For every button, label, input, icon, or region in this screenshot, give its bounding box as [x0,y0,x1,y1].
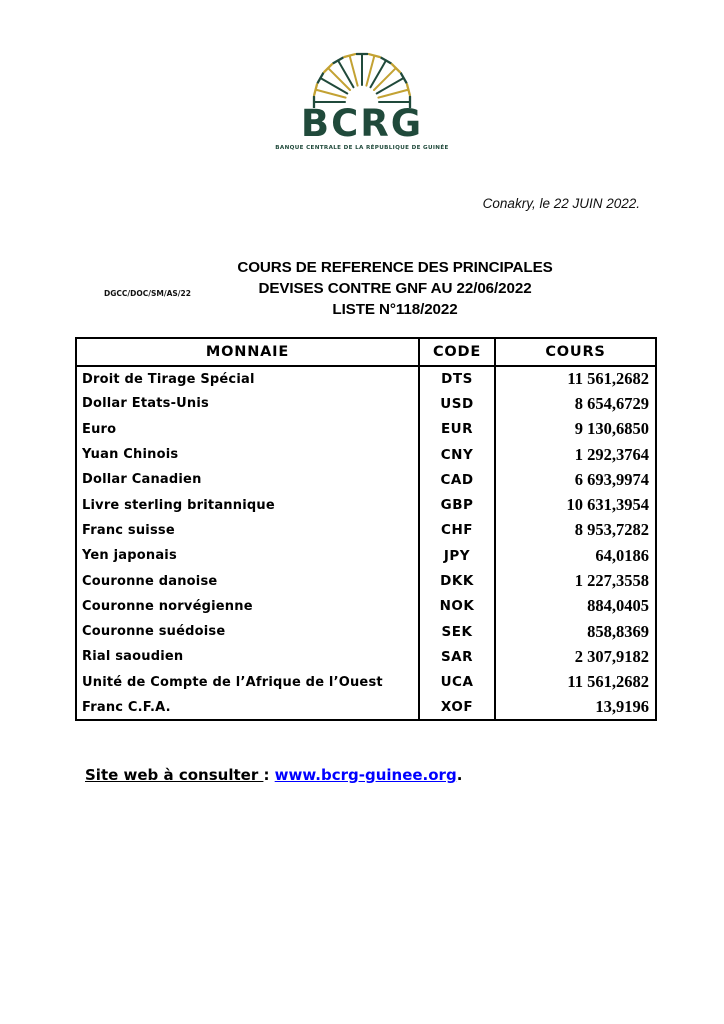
currency-name: Droit de Tirage Spécial [76,366,419,391]
currency-code: USD [419,391,495,416]
table-row [76,391,656,416]
currency-rate: 64,0186 [595,545,649,565]
website-colon: : [263,766,275,784]
table-row [76,366,656,391]
currency-code: SEK [419,619,495,644]
table-row [76,594,656,619]
currency-code: UCA [419,670,495,695]
header-code: CODE [419,338,495,366]
bcrg-logo [0,46,724,151]
website-link[interactable]: www.bcrg-guinee.org [274,766,457,784]
currency-rate: 8 654,6729 [574,393,649,413]
currency-rate: 13,9196 [595,697,649,716]
table-row [76,467,656,492]
currency-code: CNY [419,442,495,467]
currency-code: DKK [419,568,495,593]
currency-rate: 11 561,2682 [567,672,649,692]
website-line [85,766,462,784]
currency-rate: 2 307,9182 [574,646,649,666]
currency-rate: 884,0405 [587,596,649,616]
header-monnaie: MONNAIE [76,338,419,366]
currency-name: Dollar Etats-Unis [76,391,419,416]
currency-code: SAR [419,644,495,669]
currency-rate: 11 561,2682 [567,369,649,389]
currency-name: Couronne suédoise [76,619,419,644]
header-cours: COURS [495,338,656,366]
currency-code: CHF [419,518,495,543]
exchange-rates-table [75,337,657,721]
table-row [76,442,656,467]
table-row [76,518,656,543]
currency-code: XOF [419,695,495,720]
website-period: . [456,766,463,784]
currency-name: Franc C.F.A. [76,695,419,720]
bank-tagline: BANQUE CENTRALE DE LA RÉPUBLIQUE DE GUINÉE [275,145,449,151]
reference-code: DGCC/DOC/SM/AS/22 [104,289,191,298]
document-title [33,257,724,320]
table-row [76,644,656,669]
currency-rate: 10 631,3954 [566,495,649,515]
table-header-row [76,338,656,366]
currency-rate: 9 130,6850 [574,419,649,439]
currency-name: Yuan Chinois [76,442,419,467]
currency-name: Rial saoudien [76,644,419,669]
currency-name: Dollar Canadien [76,467,419,492]
table-row [76,619,656,644]
currency-rate: 6 693,9974 [574,469,649,489]
currency-rate: 1 227,3558 [574,571,649,591]
website-label: Site web à consulter [85,766,264,784]
currency-code: NOK [419,594,495,619]
table-row [76,543,656,568]
currency-name: Couronne danoise [76,568,419,593]
table-row [76,695,656,720]
currency-name: Euro [76,417,419,442]
currency-rate: 858,8369 [587,621,649,641]
title-line-1: COURS DE REFERENCE DES PRINCIPALES [237,259,553,276]
currency-name: Couronne norvégienne [76,594,419,619]
table-row [76,568,656,593]
title-line-3: LISTE N°118/2022 [332,301,458,318]
table-row [76,492,656,517]
currency-code: DTS [419,366,495,391]
sunburst-rays-icon [292,46,432,108]
currency-code: CAD [419,467,495,492]
rates-table-body [76,366,656,720]
currency-code: GBP [419,492,495,517]
currency-name: Unité de Compte de l’Afrique de l’Ouest [76,670,419,695]
bank-acronym: BCRG [300,102,424,145]
dateline: Conakry, le 22 JUIN 2022. [482,196,640,211]
currency-code: EUR [419,417,495,442]
currency-rate: 1 292,3764 [574,444,649,464]
currency-name: Livre sterling britannique [76,492,419,517]
currency-name: Yen japonais [76,543,419,568]
currency-rate: 8 953,7282 [574,520,649,540]
table-row [76,417,656,442]
table-row [76,670,656,695]
title-line-2: DEVISES CONTRE GNF AU 22/06/2022 [258,280,532,297]
currency-code: JPY [419,543,495,568]
currency-name: Franc suisse [76,518,419,543]
